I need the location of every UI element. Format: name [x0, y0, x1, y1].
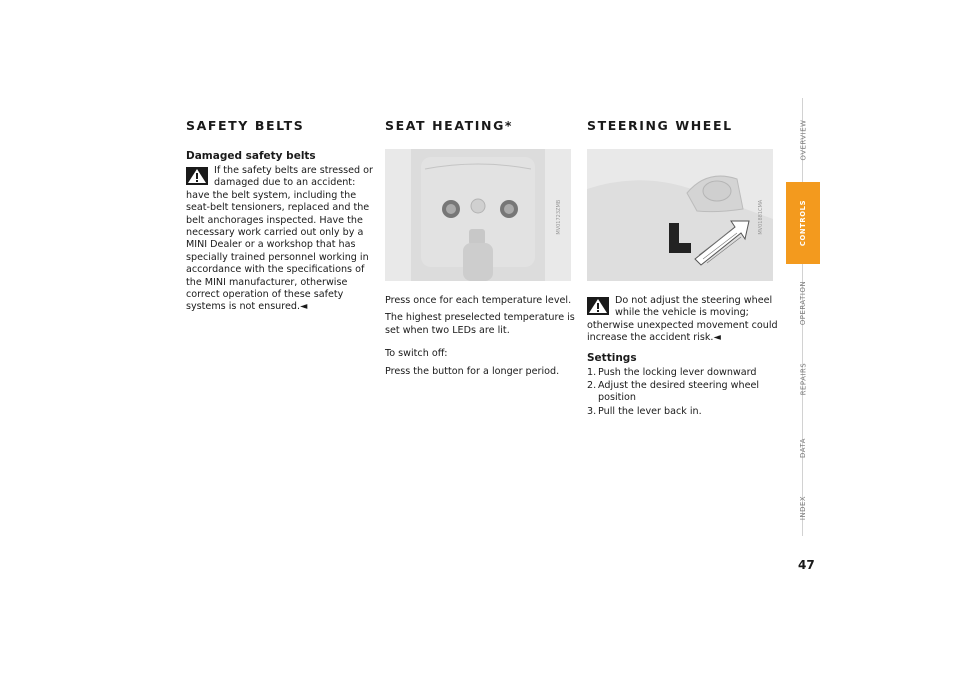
seat-heating-figure [385, 149, 571, 281]
steering-wheel-section [587, 118, 779, 419]
steering-wheel-warning-text: Do not adjust the steering wheel while the vehicle is moving; otherwise unexpected movement could increase the accident risk. [587, 295, 778, 344]
damaged-belts-subheading: Damaged safety belts [186, 150, 316, 162]
seat-heating-p1: Press once for each temperature level. [385, 295, 572, 306]
tab-data[interactable]: DATA [798, 438, 807, 458]
steering-wheel-warning [587, 295, 779, 345]
steering-wheel-heading: STEERING WHEEL [587, 118, 733, 133]
safety-belts-heading: SAFETY BELTS [186, 118, 305, 133]
steering-wheel-figure [587, 149, 773, 281]
seat-heating-p3: To switch off: [385, 348, 448, 360]
end-mark: ◄ [713, 332, 721, 344]
seat-heating-section [385, 118, 577, 383]
seat-heating-illustration [385, 149, 571, 281]
safety-belts-warning [186, 165, 378, 314]
steering-wheel-figure-code: MV01881CMA [758, 199, 765, 235]
tab-index[interactable]: INDEX [799, 495, 807, 521]
seat-heating-figure-code: MV01723ZMB [556, 199, 563, 235]
page-number: 47 [798, 558, 815, 572]
section-tabs [786, 98, 820, 536]
list-item: 2. Adjust the desired steering wheel position [587, 380, 760, 404]
seat-heating-p4: Press the button for a longer period. [385, 365, 560, 377]
safety-belts-section [186, 118, 378, 314]
tab-operation[interactable]: OPERATION [799, 280, 807, 326]
tab-controls[interactable]: CONTROLS [786, 182, 820, 264]
settings-steps [587, 367, 779, 419]
seat-heating-heading: SEAT HEATING* [385, 118, 514, 133]
steering-wheel-illustration [587, 149, 773, 281]
list-item: 1. Push the locking lever downward [587, 366, 757, 378]
end-mark: ◄ [300, 301, 308, 313]
warning-triangle-icon [186, 167, 208, 185]
settings-subheading: Settings [587, 351, 637, 364]
list-item: 3. Pull the lever back in. [587, 405, 702, 417]
seat-heating-p2: The highest preselected temperature is set when two LEDs are lit. [385, 312, 575, 336]
tab-overview[interactable]: OVERVIEW [799, 119, 807, 161]
tab-repairs[interactable]: REPAIRS [798, 362, 807, 396]
warning-triangle-icon [587, 297, 609, 315]
safety-belts-warning-text: If the safety belts are stressed or damaged due to an accident: have the belt system, including the seat-belt tensioners, replaced and the belt anchorages inspected. Have the necessary work carried out only by a MINI Dealer or a workshop that has specially trained personnel working in accordance with the specifications of the MINI manufacturer, otherwise correct operation of these safety systems is not ensured. [186, 165, 373, 313]
